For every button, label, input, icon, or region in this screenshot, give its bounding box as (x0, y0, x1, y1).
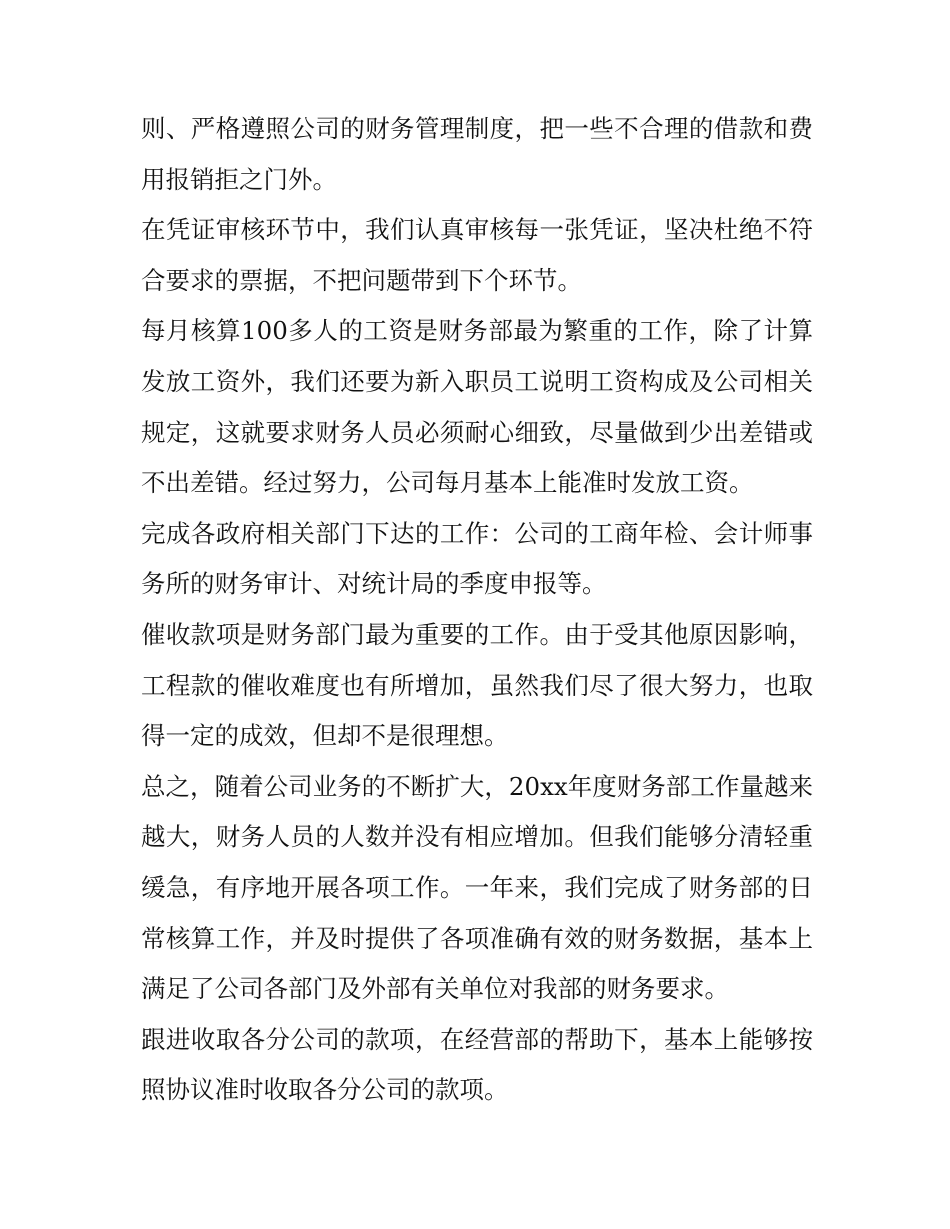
paragraph-voucher-review: 在凭证审核环节中，我们认真审核每一张凭证，坚决杜绝不符合要求的票据，不把问题带到下个环节。 (141, 215, 813, 295)
paragraph-collections: 催收款项是财务部门最为重要的工作。由于受其他原因影响，工程款的催收难度也有所增加，虽然我们尽了很大努力，也取得一定的成效，但却不是很理想。 (141, 619, 813, 751)
paragraph-branch-payments: 跟进收取各分公司的款项，在经营部的帮助下，基本上能够按照协议准时收取各分公司的款项。 (141, 1024, 813, 1105)
paragraph-government-tasks: 完成各政府相关部门下达的工作：公司的工商年检、会计师事务所的财务审计、对统计局的季度申报等。 (141, 518, 813, 599)
paragraph-payroll: 每月核算100多人的工资是财务部最为繁重的工作，除了计算发放工资外，我们还要为新入职员工说明工资构成及公司相关规定，这就要求财务人员必须耐心细致，尽量做到少出差错或不出差错。经过努力，公司每月基本上能准时发放工资。 (141, 316, 813, 498)
paragraph-expense-control: 则、严格遵照公司的财务管理制度，把一些不合理的借款和费用报销拒之门外。 (141, 114, 813, 194)
paragraph-summary: 总之，随着公司业务的不断扩大，20xx年度财务部工作量越来越大，财务人员的人数并没有相应增加。但我们能够分清轻重缓急，有序地开展各项工作。一年来，我们完成了财务部的日常核算工作，并及时提供了各项准确有效的财务数据，基本上满足了公司各部门及外部有关单位对我部的财务要求。 (141, 771, 813, 1004)
document-body (141, 104, 813, 1116)
